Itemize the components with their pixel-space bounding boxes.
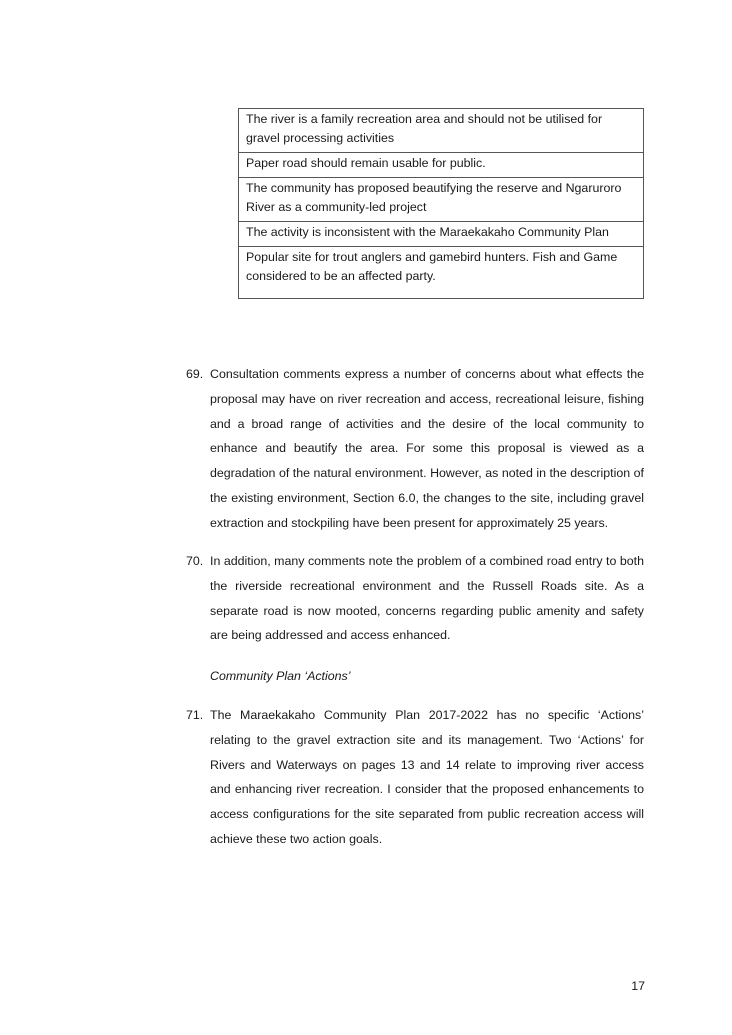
paragraph-69	[186, 362, 644, 536]
concerns-table	[238, 108, 644, 299]
table-row	[239, 109, 644, 153]
paragraph-71	[186, 703, 644, 852]
table-row	[239, 247, 644, 299]
section-subheading: Community Plan ‘Actions’	[210, 669, 351, 683]
paragraph-number: 69.	[186, 367, 204, 381]
table-row	[239, 178, 644, 222]
paragraph-text: In addition, many comments note the problem of a combined road entry to both the riverside recreational environment and the Russell Roads site. As a separate road is now mooted, concerns regarding public amenity and safety are being addressed and access enhanced.	[210, 554, 644, 643]
table-cell: Paper road should remain usable for public.	[239, 153, 644, 178]
table-row	[239, 222, 644, 247]
page-number: 17	[631, 979, 645, 993]
table-cell: Popular site for trout anglers and gamebird hunters. Fish and Game considered to be an affected party.	[239, 247, 644, 299]
table-cell: The community has proposed beautifying the reserve and Ngaruroro River as a community-led project	[239, 178, 644, 222]
table-cell: The river is a family recreation area and should not be utilised for gravel processing activities	[239, 109, 644, 153]
paragraph-text: The Maraekakaho Community Plan 2017-2022 has no specific ‘Actions’ relating to the gravel extraction site and its management. Two ‘Actions’ for Rivers and Waterways on pages 13 and 14 relate to improving river access and enhancing river recreation. I consider that the proposed enhancements to access configurations for the site separated from public recreation access will achieve these two action goals.	[210, 708, 644, 846]
paragraph-text: Consultation comments express a number of concerns about what effects the proposal may have on river recreation and access, recreational leisure, fishing and a broad range of activities and the desire of the local community to enhance and beautify the area. For some this proposal is viewed as a degradation of the natural environment. However, as noted in the description of the existing environment, Section 6.0, the changes to the site, including gravel extraction and stockpiling have been present for approximately 25 years.	[210, 367, 644, 530]
table-row	[239, 153, 644, 178]
table-cell: The activity is inconsistent with the Maraekakaho Community Plan	[239, 222, 644, 247]
paragraph-number: 70.	[186, 554, 204, 568]
paragraph-70	[186, 549, 644, 648]
paragraph-number: 71.	[186, 708, 204, 722]
